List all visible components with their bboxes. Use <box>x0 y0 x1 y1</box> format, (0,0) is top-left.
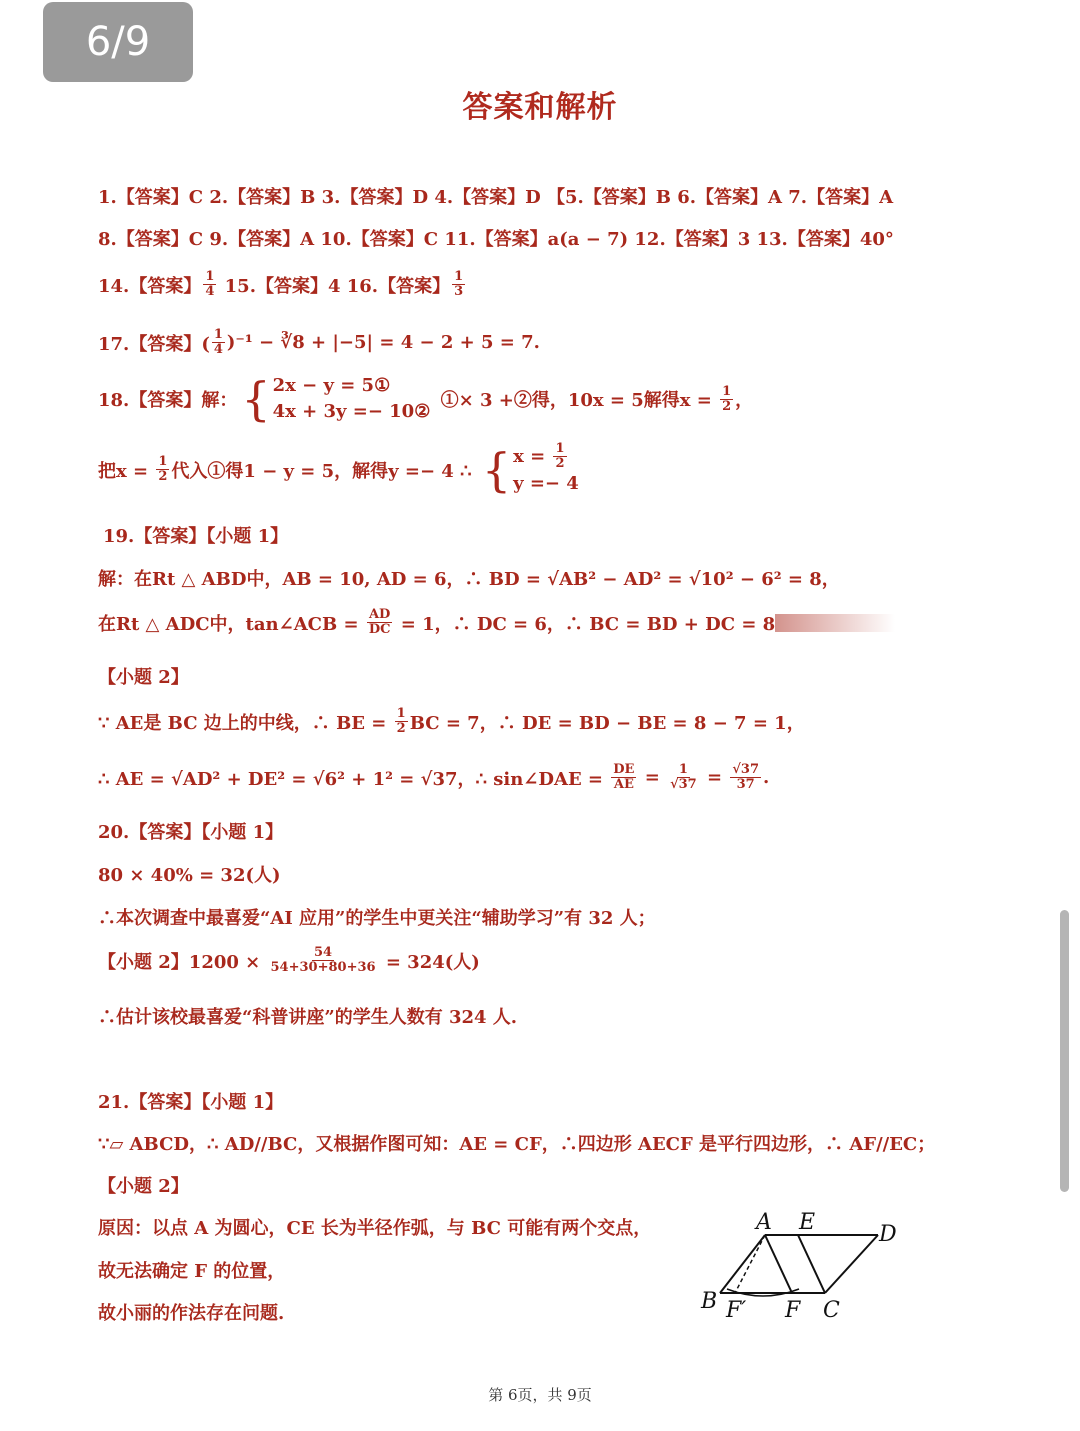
segment-AB <box>720 1235 765 1293</box>
segment-EC <box>798 1235 825 1293</box>
fraction: $\frac{1}{4}$ <box>213 327 223 357</box>
answer-line-21-c: 故无法确定 F 的位置， <box>98 1261 286 1282</box>
label-B: B <box>701 1289 718 1314</box>
equation-system: { 2x − y = 5① 4x + 3y =− 10② <box>241 372 431 426</box>
label-F-prime: F′ <box>726 1298 747 1323</box>
page-title: 答案和解析 <box>462 90 618 125</box>
answer-line-19-head: 19.【答案】【小题 1】 <box>103 526 289 547</box>
answer-line-21-sub2: 【小题 2】 <box>98 1176 189 1197</box>
fraction: $\frac{1}{2}$ <box>396 706 406 736</box>
answer-line-21-d: 故小丽的作法存在问题. <box>98 1303 285 1324</box>
answer-line-20-d: ∴估计该校最喜爱“科普讲座”的学生人数有 324 人. <box>98 1007 518 1028</box>
answer-line-18-cont: 把x = $\frac{1}{2}$ 代入①得1 − y = 5，解得y =− 4 ∴ { x = $\frac{1}{2}$ y =− 4 <box>98 441 579 497</box>
fraction: $\frac{1}{3}$ <box>454 269 464 299</box>
solution-system: { x = $\frac{1}{2}$ y =− 4 <box>481 441 579 497</box>
label-F: F <box>785 1298 801 1323</box>
page-footer: 第 6页，共 9页 <box>488 1386 592 1404</box>
smudge-overlay <box>775 614 895 632</box>
answer-line-19-sub2: 【小题 2】 <box>98 667 189 688</box>
answer-line-21-b: 原因：以点 A 为圆心，CE 长为半径作弧，与 BC 可能有两个交点， <box>98 1218 652 1239</box>
answer-line-19-a: 解：在Rt △ ABD中，AB = 10, AD = 6，∴ BD = √AB² − AD² = √10² − 6² = 8， <box>98 569 840 590</box>
fraction: $\frac{1}{4}$ <box>205 269 215 299</box>
answer-line-19-c: ∵ AE是 BC 边上的中线，∴ BE = $\frac{1}{2}$ BC = 7，∴ DE = BD − BE = 8 − 7 = 1， <box>98 706 805 736</box>
label-E: E <box>799 1210 816 1235</box>
answer-line-20-c: 【小题 2】1200 × $\frac{54}{54+30+80+36}$ = 324(人) <box>98 945 480 975</box>
fraction: $\frac{1}{2}$ <box>722 383 732 414</box>
answer-line-2: 8.【答案】C 9.【答案】A 10.【答案】C 11.【答案】a(a − 7) 12.【答案】3 13.【答案】40° <box>98 229 894 250</box>
scrollbar-thumb[interactable] <box>1060 910 1069 1192</box>
answer-line-1: 1.【答案】C 2.【答案】B 3.【答案】D 4.【答案】D 【5.【答案】B 6.【答案】A 7.【答案】A <box>98 187 894 208</box>
label-C: C <box>823 1298 840 1323</box>
segment-AF <box>765 1235 792 1293</box>
answer-line-21-a: ∵▱ ABCD，∴ AD//BC，又根据作图可知：AE = CF，∴四边形 AECF 是平行四边形，∴ AF//EC； <box>98 1134 936 1155</box>
answer-line-20-head: 20.【答案】【小题 1】 <box>98 822 284 843</box>
fraction: $\frac{AD}{DC}$ <box>368 607 391 637</box>
answer-line-19-b: 在Rt △ ADC中，tan∠ACB = $\frac{AD}{DC}$ = 1，∴ DC = 6，∴ BC = BD + DC = 8 <box>98 608 895 637</box>
fraction: $\frac{DE}{AE}$ <box>613 762 635 792</box>
answer-line-3: 14.【答案】 $\frac{1}{4}$ 15.【答案】4 16.【答案】 $\frac{1}{3}$ <box>98 269 464 299</box>
label-D: D <box>879 1222 897 1247</box>
label-A: A <box>756 1210 772 1235</box>
fraction: $\frac{1}{√37}$ <box>670 762 697 792</box>
answer-line-19-d: ∴ AE = √AD² + DE² = √6² + 1² = √37，∴ sin∠DAE = $\frac{DE}{AE}$ = $\frac{1}{√37}$ = $\frac{√37}{37}$ . <box>98 762 770 792</box>
fraction: $\frac{1}{2}$ <box>158 454 168 484</box>
answer-line-17: 17.【答案】( $\frac{1}{4}$ )⁻¹ − ∛8 + |−5| = 4 − 2 + 5 = 7. <box>98 327 540 357</box>
segment-DC <box>825 1235 878 1293</box>
page-indicator-badge[interactable] <box>43 2 193 82</box>
parallelogram-figure <box>695 1205 915 1335</box>
answer-line-21-head: 21.【答案】【小题 1】 <box>98 1092 284 1113</box>
fraction: $\frac{54}{54+30+80+36}$ <box>270 945 376 975</box>
page-indicator: 6/9 <box>85 19 151 65</box>
segment-AF-prime <box>735 1235 765 1293</box>
answer-line-20-b: ∴本次调查中最喜爱“AI 应用”的学生中更关注“辅助学习”有 32 人； <box>98 908 656 929</box>
answer-line-18: 18.【答案】解： { 2x − y = 5① 4x + 3y =− 10② ①× 3 +②得，10x = 5解得x = $\frac{1}{2}$ ， <box>98 372 754 426</box>
fraction: $\frac{√37}{37}$ <box>732 762 759 792</box>
answer-line-20-a: 80 × 40% = 32(人) <box>98 865 281 886</box>
